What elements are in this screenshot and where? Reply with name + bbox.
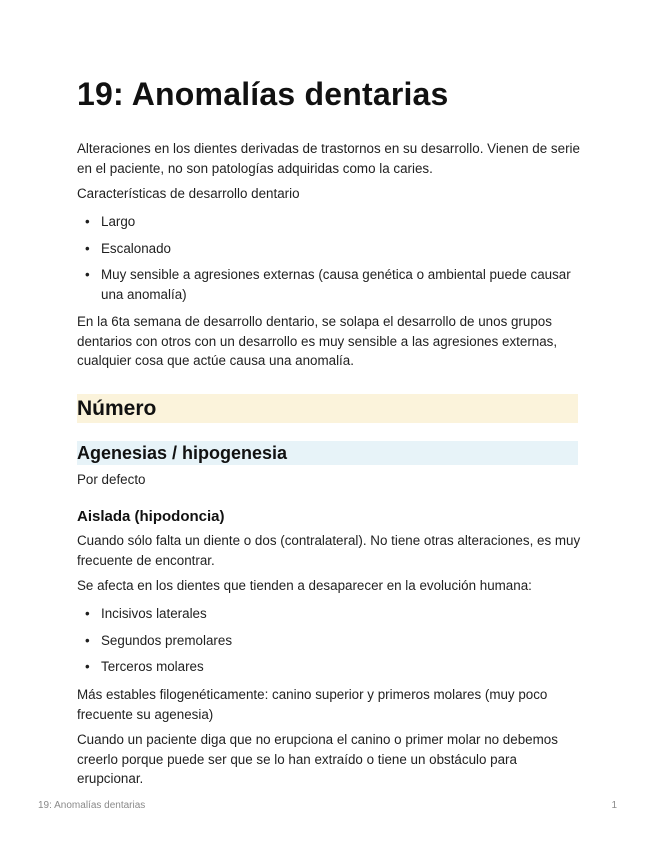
afecta-paragraph: Se afecta en los dientes que tienden a desaparecer en la evolución humana: — [77, 578, 532, 593]
section-heading-numero: Número — [77, 394, 578, 423]
list-item: • Escalonado — [77, 239, 582, 259]
afecta-list — [77, 604, 582, 684]
list-item: • Largo — [77, 212, 582, 232]
section-heading-agenesias: Agenesias / hipogenesia — [77, 441, 578, 465]
paciente-paragraph: Cuando un paciente diga que no erupciona el canino o primer molar no debemos creerlo porque puede ser que se lo han extraído o tiene un obstáculo para erupcionar. — [77, 732, 558, 786]
week6-paragraph: En la 6ta semana de desarrollo dentario, se solapa el desarrollo de unos grupos dentarios con otros con un desarrollo es muy sensible a las agresiones externas, cualquier cosa que actúe causa una anomalía. — [77, 314, 558, 368]
dev-list — [77, 212, 582, 311]
intro-paragraph: Alteraciones en los dientes derivadas de trastornos en su desarrollo. Vienen de serie en el paciente, no son patologías adquiridas como la caries. — [77, 141, 580, 176]
page-footer — [38, 800, 617, 811]
list-item: • Incisivos laterales — [77, 604, 582, 624]
list-item: • Segundos premolares — [77, 631, 582, 651]
list-item: • Muy sensible a agresiones externas (causa genética o ambiental puede causar una anomalía) — [77, 265, 582, 304]
dev-heading-paragraph: Características de desarrollo dentario — [77, 186, 300, 201]
page-number: 1 — [611, 800, 617, 811]
aislada-paragraph: Cuando sólo falta un diente o dos (contralateral). No tiene otras alteraciones, es muy frecuente de encontrar. — [77, 533, 581, 568]
por-defecto-paragraph: Por defecto — [77, 472, 146, 487]
list-item: • Terceros molares — [77, 657, 582, 677]
subheading-aislada: Aislada (hipodoncia) — [77, 508, 225, 525]
page-title: 19: Anomalías dentarias — [77, 76, 449, 112]
footer-title: 19: Anomalías dentarias — [38, 800, 146, 811]
estables-paragraph: Más estables filogenéticamente: canino superior y primeros molares (muy poco frecuente su agenesia) — [77, 687, 548, 722]
